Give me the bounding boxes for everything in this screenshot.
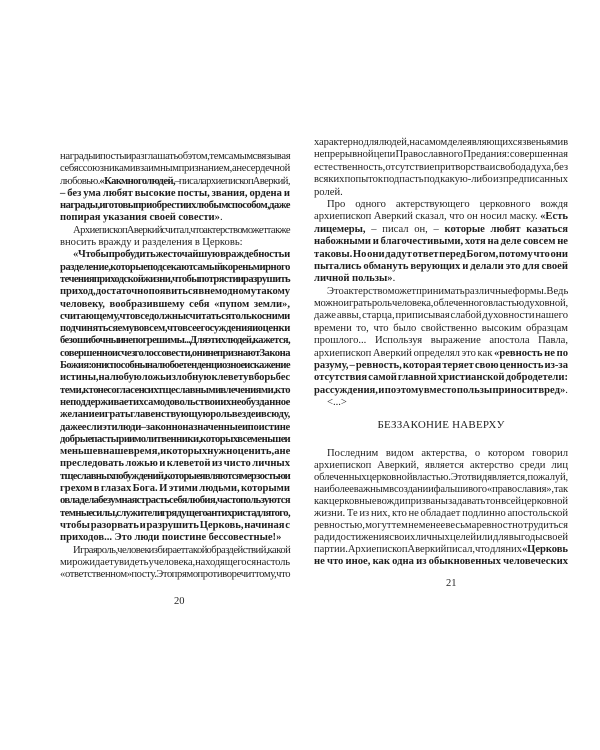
body-text: партии. Архиепископ Аверкий писал, что для них — [314, 543, 522, 555]
text-line — [60, 385, 290, 397]
text-line — [314, 273, 568, 285]
text-line — [60, 434, 290, 446]
bold-quote-text: считающему, что все должны считаться только с ним и — [60, 310, 290, 322]
text-line — [314, 286, 568, 298]
text-line — [314, 385, 568, 397]
text-line — [314, 174, 568, 186]
text-line — [314, 496, 568, 508]
body-text: облеченных церковной властью. Этот вид является, пожалуй, — [314, 471, 568, 483]
text-line — [60, 176, 290, 188]
text-line — [60, 151, 290, 163]
body-text: БЕЗЗАКОНИЕ НАВЕРХУ — [377, 418, 505, 431]
bold-quote-text: грехом в глазах Бога. И этими людьми, которыми — [60, 483, 290, 495]
text-line — [60, 348, 290, 360]
bold-quote-text: приход, достаточно появиться в нем одному такому — [60, 286, 290, 298]
bold-quote-text: набожными и благочестивыми, хотя на деле совсем не — [314, 236, 568, 248]
text-line — [60, 545, 290, 557]
body-text: вносить вражду и разделения в Церковь: — [60, 237, 243, 249]
bold-quote-text: течения приходской жизни, чтобы потрясти и разрушить — [60, 273, 290, 285]
text-line — [314, 187, 568, 199]
body-text: мир ожидает увидеть у человека, находящегося на столь — [60, 556, 290, 568]
text-line — [60, 249, 290, 261]
text-line — [60, 532, 290, 544]
bold-quote-text: безошибочны и непогрешимы... Для этих людей, кажется, — [60, 335, 290, 347]
text-line — [314, 236, 568, 248]
bold-quote-text: теми, кто не согласен с их тщеславными влечениями, кто — [60, 384, 290, 396]
right-page-body — [314, 137, 568, 568]
body-text: всяких попыток подпасть под какую-либо из предписанных — [314, 174, 568, 186]
bold-quote-text: тщеславных побуждений, которые являются мерзостью и — [60, 470, 290, 482]
bold-quote-text: истины, на любую ложь и злобную клевету в борьбе с — [60, 372, 290, 384]
text-line — [314, 472, 568, 484]
text-line — [60, 520, 290, 532]
text-line — [60, 409, 290, 421]
bold-quote-text: – без ума любят высокие посты, звания, ордена и — [60, 187, 290, 199]
text-line — [314, 261, 568, 273]
text-line — [60, 397, 290, 409]
text-line — [314, 460, 568, 472]
text-line — [60, 188, 290, 200]
body-text: времени то, что было свойственно высоким образцам — [314, 322, 568, 334]
text-line — [314, 556, 568, 568]
body-text: . — [565, 384, 568, 396]
bold-quote-text: «Церковь — [521, 543, 568, 555]
text-line — [314, 348, 568, 360]
body-text: непрерывной цепи Православного Предания: совершенная — [314, 149, 568, 161]
body-text: характерно для людей, на самом деле являющихся звеньями в — [314, 137, 568, 148]
text-line — [60, 212, 290, 224]
text-line — [60, 225, 290, 237]
body-text: как церковные вожди призваны задавать тон всей церковной — [314, 495, 568, 507]
bold-quote-text: преследовать ложью и клеветой из чисто личных — [60, 458, 290, 470]
text-line — [314, 224, 568, 236]
text-line — [314, 508, 568, 520]
text-line — [314, 310, 568, 322]
body-text: награды и посты и разглашать об этом, тем самым связывая — [60, 151, 291, 162]
bold-quote-text: таковы. Но они дадут ответ перед Богом, потому что они — [314, 248, 568, 260]
body-text: Играя роль, человек избирает такой образ действий, какой — [73, 544, 291, 556]
body-text: Последним видом актерства, о котором говорил — [327, 447, 568, 459]
text-line — [314, 397, 568, 409]
text-line — [314, 532, 568, 544]
body-text: . — [392, 273, 396, 285]
text-line — [314, 520, 568, 532]
text-line — [314, 323, 568, 335]
body-text: можно играть роль человека, облеченного властью духовной, — [314, 298, 568, 310]
text-line — [60, 262, 290, 274]
text-line — [314, 448, 568, 460]
text-line — [60, 446, 290, 458]
text-line — [314, 149, 568, 161]
body-text: Про одного актерствующего церковного вождя — [327, 198, 568, 210]
body-text: архиепископ Аверкий определял это как — [314, 347, 495, 359]
text-line — [60, 200, 290, 212]
text-line — [60, 299, 290, 311]
bold-quote-text: темные силы, служители грядущего антихриста для того, — [60, 507, 290, 519]
bold-quote-text: совершенно исчез голос совести, они не признают Закона — [60, 347, 290, 359]
text-line — [314, 544, 568, 556]
text-line — [314, 372, 568, 384]
bold-quote-text: меньше в наше время, и которых нужно ценить, а не — [60, 446, 291, 458]
bold-quote-text: отсутствия самой главной христианской добродетели: — [314, 372, 568, 384]
text-line — [60, 569, 290, 581]
text-line — [60, 458, 290, 470]
bold-quote-text: чтобы разорвать и разрушить Церковь, начиная с — [60, 519, 290, 531]
text-line — [314, 137, 568, 149]
body-text: естественность, отсутствие притворства и свобода духа, без — [314, 161, 568, 173]
body-text: архиепископ Аверкий сказал, что он носил маску. — [314, 211, 541, 223]
bold-quote-text: пытались обмануть верующих и делали это для своей — [314, 260, 568, 272]
text-line — [60, 495, 290, 507]
body-text: наиболее важным в создании фальшивого «православия», так — [314, 483, 568, 495]
text-line — [314, 484, 568, 496]
text-line — [314, 335, 568, 347]
text-line — [60, 508, 290, 520]
bold-quote-text: разделение, которые подсекают самый корень мирного — [60, 261, 290, 273]
text-line — [60, 483, 290, 495]
bold-quote-text: добрые пастыри и молитвенники, которых все меньше и — [60, 433, 291, 445]
body-text: ревностью, могут тем не менее весьма ревностно трудиться — [314, 519, 568, 531]
bold-quote-text: разуму, – ревность, которая теряет свою ценность из-за — [314, 360, 568, 372]
body-text: . — [219, 212, 223, 224]
body-text: архиепископ Аверкий, является актерство среди лиц — [314, 459, 568, 471]
bold-quote-text: не что иное, как одна из обыкновенных человеческих — [314, 555, 568, 567]
bold-quote-text: овладела безумная страсть себялюбия, часто пользуются — [60, 495, 290, 507]
page-number-left: 20 — [174, 596, 185, 607]
text-line — [314, 360, 568, 372]
bold-quote-text: личной пользы» — [314, 273, 393, 285]
body-text: – писал он, – — [365, 223, 445, 235]
bold-quote-text: награды, и готовы приобрести их любым способом, даже — [60, 200, 290, 212]
page-number-right: 21 — [446, 578, 457, 589]
text-line — [314, 249, 568, 261]
text-line — [314, 298, 568, 310]
section-heading — [314, 419, 568, 432]
text-line — [60, 471, 290, 483]
bold-quote-text: не поддерживает их самодовольство и их необузданное — [60, 396, 290, 408]
body-text: жизни. Те из них, кто не обладает подлинно апостольской — [314, 507, 568, 519]
text-line — [60, 274, 290, 286]
body-text: прошлого... Используя выражение апостола Павла, — [314, 335, 568, 347]
body-text: даже аввы, старца, приписывая слабой духовности нашего — [314, 310, 568, 322]
text-line — [314, 211, 568, 223]
text-line — [60, 372, 290, 384]
body-text: «ответственном» посту. Это прямо противоречит тому, что — [60, 569, 291, 581]
bold-quote-text: Божия: они способны на любое тенденциозное искажение — [60, 360, 290, 372]
bold-quote-text: «Есть — [540, 211, 568, 223]
bold-quote-text: желание играть главенствующую роль везде и всюду, — [60, 409, 291, 421]
body-text: ради достижения своих личных целей или для выгоды своей — [314, 531, 568, 543]
text-line — [314, 199, 568, 211]
bold-quote-text: рассуждения, и поэтому вместо пользы приносит вред» — [314, 384, 566, 396]
body-text: – писал архиепископ Аверкий, — [175, 175, 290, 187]
body-text: любовью. — [60, 175, 100, 187]
text-line — [60, 237, 290, 249]
body-text: Это актерство может принимать различные формы. Ведь — [327, 285, 569, 297]
bold-quote-text: приходов... Это люди поистине бессовестные!» — [60, 532, 282, 544]
text-line — [60, 335, 290, 347]
left-page-body — [60, 151, 290, 581]
bold-quote-text: «Чтобы пробудить жесточайшую враждебность и — [73, 249, 290, 261]
body-text: ролей. — [314, 186, 343, 198]
bold-quote-text: человеку, вообразившему себя «пупом земли», — [60, 298, 290, 310]
text-line — [60, 311, 290, 323]
text-line — [60, 360, 290, 372]
body-text: себя с союзниками взаимным признанием, а не сердечной — [60, 163, 290, 175]
text-line — [60, 286, 290, 298]
bold-quote-text: даже если эти люди – законно назначенные и поистине — [60, 421, 290, 433]
bold-quote-text: подчиняться ему во всем, что все его суждения и оценки — [60, 323, 290, 335]
text-line — [314, 162, 568, 174]
text-line — [60, 163, 290, 175]
body-text: Архиепископ Аверкий считал, что актерство может так же — [73, 224, 290, 236]
bold-quote-text: попирая указания своей совести» — [60, 212, 220, 224]
bold-quote-text: которые любят казаться — [444, 223, 569, 235]
bold-quote-text: «Как много людей, — [99, 175, 176, 187]
bold-quote-text: лицемеры, — [314, 223, 366, 235]
text-line — [60, 323, 290, 335]
bold-quote-text: «ревность не по — [494, 347, 568, 359]
body-text: <...> — [327, 397, 347, 409]
text-line — [60, 422, 290, 434]
text-line — [60, 557, 290, 569]
